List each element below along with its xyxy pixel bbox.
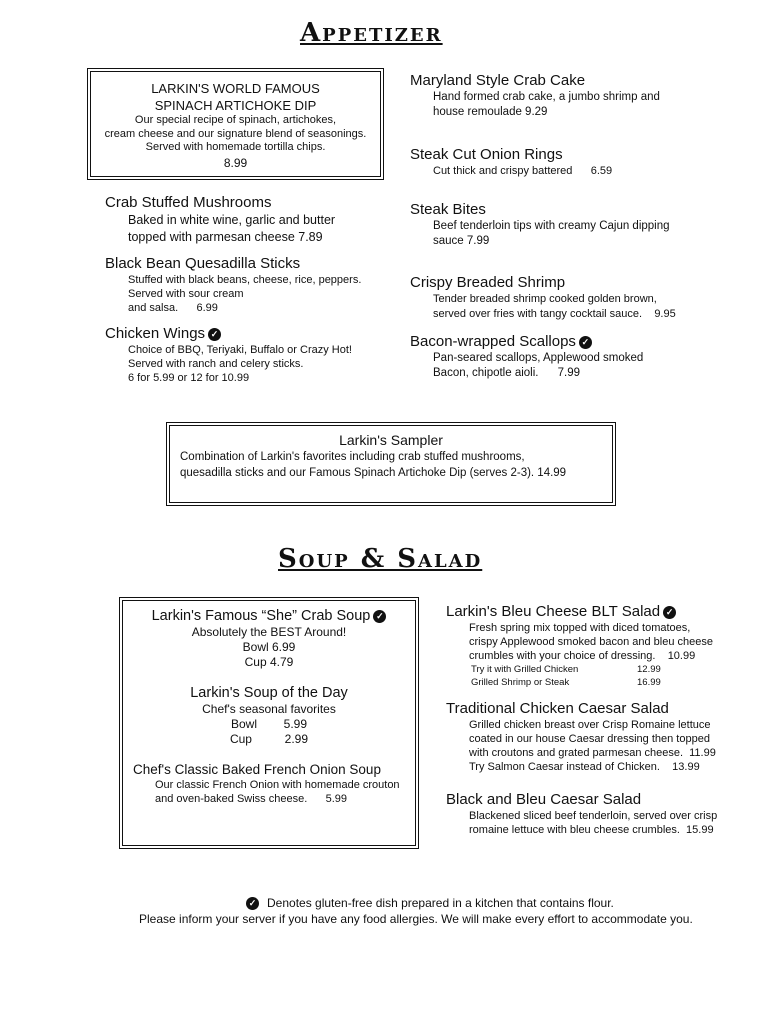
- gluten-free-icon: ✓: [373, 610, 386, 623]
- item-desc-line: Hand formed crab cake, a jumbo shrimp and: [433, 91, 660, 103]
- item-desc-line: crispy Applewood smoked bacon and bleu cheese: [469, 636, 713, 648]
- soup-desc-line: and oven-baked Swiss cheese. 5.99: [155, 793, 348, 805]
- item-desc-line: topped with parmesan cheese 7.89: [128, 230, 323, 244]
- item-desc-line: romaine lettuce with bleu cheese crumbles. 15.99: [469, 824, 714, 836]
- soup-cup-price: Cup 4.79: [244, 655, 294, 669]
- item-desc-line: sauce 7.99: [433, 234, 490, 247]
- gluten-free-icon: ✓: [208, 328, 221, 341]
- featured-title-line1: LARKIN'S WORLD FAMOUS: [151, 81, 320, 96]
- item-title: Chicken Wings: [105, 325, 206, 342]
- soup-desc-line: Our classic French Onion with homemade crouton: [155, 779, 400, 791]
- addon-price: 16.99: [637, 677, 661, 688]
- featured-desc1: Our special recipe of spinach, artichokes,: [134, 114, 337, 126]
- item-desc-line: Try Salmon Caesar instead of Chicken. 13.99: [469, 761, 700, 773]
- featured-desc3: Served with homemade tortilla chips.: [145, 141, 326, 153]
- item-title: Steak Cut Onion Rings: [410, 146, 563, 163]
- featured-desc2: cream cheese and our signature blend of seasonings.: [104, 127, 367, 140]
- footer-line1: [246, 895, 614, 911]
- salad-black-bleu: [446, 791, 717, 837]
- addon-price: 12.99: [637, 664, 661, 675]
- gluten-free-icon: ✓: [246, 897, 259, 910]
- menu-item: [105, 325, 352, 385]
- item-desc-line: and salsa. 6.99: [128, 302, 218, 314]
- appetizer-title: Appetizer: [300, 18, 443, 48]
- menu-item: [410, 72, 660, 119]
- cup-price: 2.99: [284, 732, 309, 746]
- item-desc-line: Served with ranch and celery sticks.: [128, 358, 304, 370]
- gluten-free-icon: ✓: [663, 606, 676, 619]
- item-desc-line: served over fries with tangy cocktail sauce. 9.95: [433, 307, 676, 320]
- soup-bowl-price: Bowl 6.99: [242, 640, 296, 654]
- item-desc-line: Stuffed with black beans, cheese, rice, peppers.: [128, 274, 362, 286]
- soup-tagline: Absolutely the BEST Around!: [191, 625, 347, 639]
- menu-item: [105, 255, 361, 315]
- addon-label: Try it with Grilled Chicken: [471, 664, 579, 675]
- soup-french-onion: [123, 761, 415, 806]
- soup-salad-title: Soup & Salad: [278, 544, 483, 574]
- featured-title-line2: SPINACH ARTICHOKE DIP: [154, 98, 317, 113]
- item-desc-line: Cut thick and crispy battered 6.59: [433, 165, 613, 177]
- item-title: Black Bean Quesadilla Sticks: [105, 255, 301, 272]
- menu-item: [410, 146, 612, 179]
- menu-item: [105, 194, 335, 246]
- soup-cup-row: [123, 732, 415, 747]
- addon-row: [471, 676, 713, 689]
- footer-line2: Please inform your server if you have any food allergies. We will make every effort to accommodate you.: [139, 912, 693, 926]
- item-title: Crispy Breaded Shrimp: [410, 274, 566, 291]
- item-title: Larkin's Bleu Cheese BLT Salad: [446, 603, 661, 620]
- footer-gluten-note: Denotes gluten-free dish prepared in a kitchen that contains flour.: [267, 896, 614, 910]
- item-title: Bacon-wrapped Scallops: [410, 333, 576, 350]
- item-desc-line: crumbles with your choice of dressing. 10.99: [469, 650, 696, 662]
- item-desc-line: Blackened sliced beef tenderloin, served over crisp: [469, 810, 718, 822]
- soup-of-the-day: [123, 684, 415, 747]
- item-title: Black and Bleu Caesar Salad: [446, 791, 642, 808]
- menu-item: [410, 201, 670, 248]
- item-desc-line: Pan-seared scallops, Applewood smoked: [433, 352, 644, 364]
- soup-title: Larkin's Soup of the Day: [190, 685, 348, 701]
- item-title: Maryland Style Crab Cake: [410, 72, 586, 89]
- soup-title: Chef's Classic Baked French Onion Soup: [133, 762, 381, 777]
- item-desc-line: 6 for 5.99 or 12 for 10.99: [128, 372, 250, 384]
- addon-row: [471, 663, 713, 676]
- salad-addons: [446, 663, 713, 689]
- item-desc-line: Bacon, chipotle aioli. 7.99: [433, 366, 581, 379]
- item-desc-line: Baked in white wine, garlic and butter: [128, 213, 336, 227]
- item-desc-line: Choice of BBQ, Teriyaki, Buffalo or Crazy Hot!: [128, 344, 352, 356]
- item-title: Traditional Chicken Caesar Salad: [446, 700, 669, 717]
- soup-title: Larkin's Famous “She” Crab Soup: [151, 608, 371, 624]
- soup-box: [119, 597, 419, 849]
- soup-she-crab: [123, 607, 415, 670]
- addon-label: Grilled Shrimp or Steak: [471, 677, 570, 688]
- menu-item: [410, 274, 676, 321]
- item-desc-line: Tender breaded shrimp cooked golden brown,: [433, 293, 657, 305]
- item-desc-line: Fresh spring mix topped with diced tomatoes,: [469, 622, 691, 634]
- item-desc-line: house remoulade 9.29: [433, 105, 548, 118]
- featured-price: 8.99: [223, 155, 248, 170]
- cup-label: Cup: [229, 732, 252, 746]
- featured-spinach-dip-box: [87, 68, 384, 180]
- item-desc-line: with croutons and grated parmesan cheese. 11.99: [469, 747, 716, 759]
- item-title: Crab Stuffed Mushrooms: [105, 194, 272, 211]
- sampler-title: Larkin's Sampler: [339, 432, 443, 448]
- item-desc-line: Grilled chicken breast over Crisp Romaine lettuce: [469, 719, 711, 731]
- gluten-free-icon: ✓: [579, 336, 592, 349]
- soup-bowl-row: [123, 717, 415, 732]
- sampler-line2: quesadilla sticks and our Famous Spinach Artichoke Dip (serves 2-3). 14.99: [180, 467, 567, 479]
- salad-blt: [446, 603, 713, 689]
- sampler-box: [166, 422, 616, 506]
- item-desc-line: Beef tenderloin tips with creamy Cajun dipping: [433, 220, 670, 232]
- salad-caesar: [446, 700, 716, 774]
- item-title: Steak Bites: [410, 201, 486, 218]
- soup-tagline: Chef's seasonal favorites: [202, 702, 336, 716]
- sampler-line1: Combination of Larkin's favorites including crab stuffed mushrooms,: [180, 451, 525, 463]
- bowl-price: 5.99: [283, 717, 308, 731]
- menu-item: [410, 333, 643, 380]
- bowl-label: Bowl: [230, 717, 257, 731]
- item-desc-line: Served with sour cream: [128, 288, 244, 300]
- item-desc-line: coated in our house Caesar dressing then topped: [469, 733, 710, 745]
